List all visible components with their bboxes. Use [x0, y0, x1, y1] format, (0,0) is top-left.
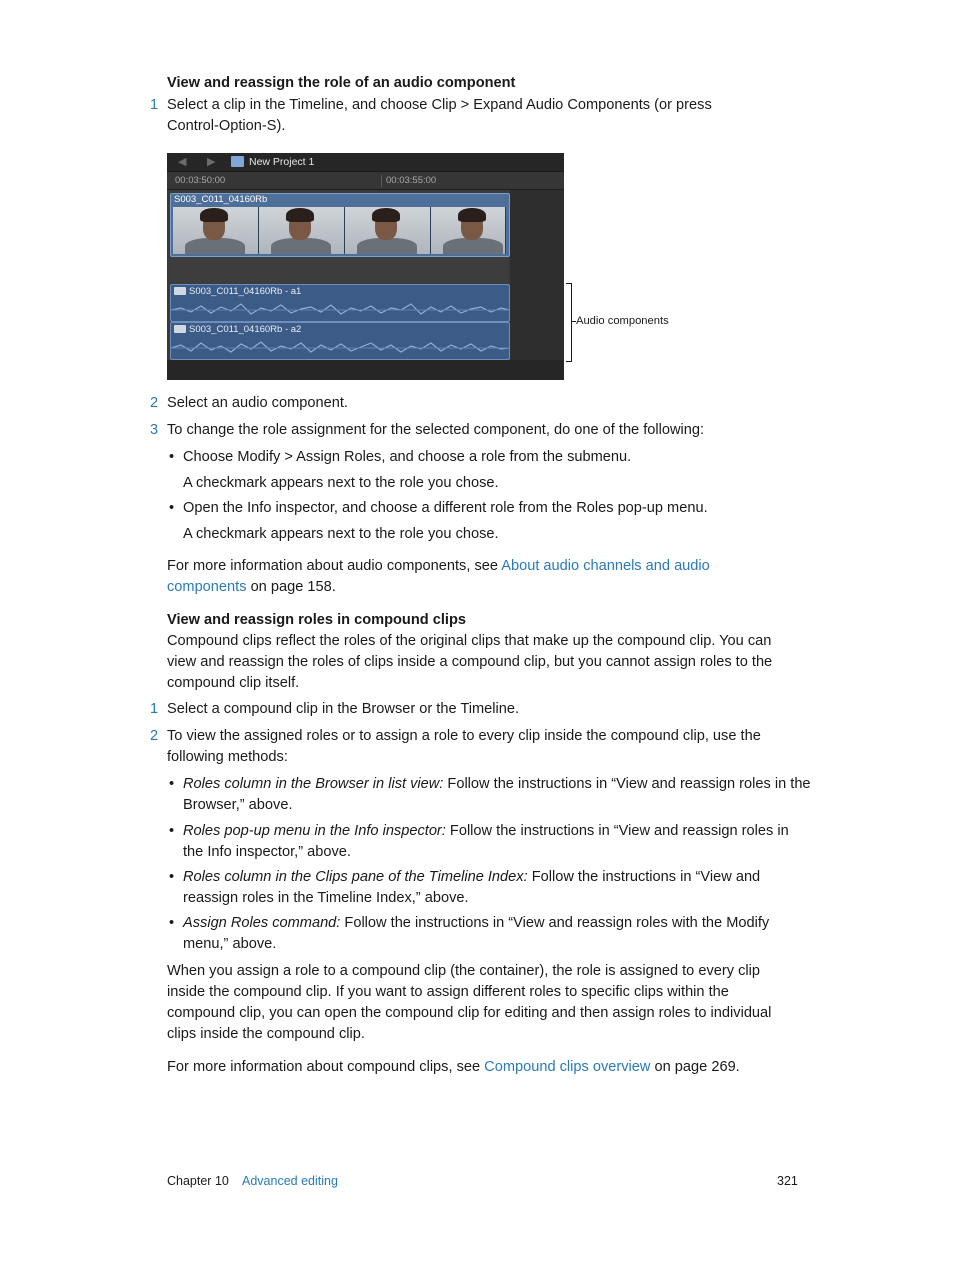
audio-component-name: S003_C011_04160Rb - a1 [189, 286, 302, 297]
callout-bracket [566, 283, 572, 362]
method-item [183, 867, 760, 888]
more-info-paragraph-cont [167, 577, 336, 598]
step-number: 3 [150, 422, 159, 438]
para-line: compound clip, you can open the compound clip for editing and then assign roles to individual [167, 1005, 772, 1021]
clip-name: S003_C011_04160Rb [174, 194, 268, 205]
method-desc-cont: reassign roles in the Timeline Index,” above. [183, 890, 469, 906]
footer-chapter: Chapter 10 [167, 1174, 229, 1188]
bullet-note: A checkmark appears next to the role you chose. [183, 526, 499, 542]
intro-line: compound clip itself. [167, 675, 300, 691]
ruler-tick [381, 175, 382, 187]
bullet: • [169, 449, 175, 465]
step-text-cont: following methods: [167, 749, 288, 765]
audio-component-a2[interactable] [170, 322, 510, 360]
step-text: Select a compound clip in the Browser or the Timeline. [167, 701, 520, 717]
step-number: 1 [150, 97, 159, 113]
method-item [183, 821, 789, 842]
waveform [171, 337, 509, 359]
intro-line: Compound clips reflect the roles of the original clips that make up the compound clip. You can [167, 633, 772, 649]
method-term: Roles pop-up menu in the Info inspector: [183, 823, 446, 839]
project-title: New Project 1 [249, 156, 315, 168]
method-desc: Follow the instructions in “View and reassign roles in [445, 823, 789, 839]
filmstrip-frame [173, 207, 259, 254]
method-item [183, 913, 769, 934]
method-term: Roles column in the Browser in list view: [183, 776, 444, 792]
more-info-page: on page 158. [246, 579, 336, 595]
method-desc: Follow the instructions in “View and reassign roles in the [443, 776, 811, 792]
audio-components-link[interactable]: components [167, 579, 247, 595]
audio-channels-link[interactable]: About audio channels and audio [501, 558, 710, 574]
audio-component-a1[interactable] [170, 284, 510, 322]
step-number: 1 [150, 701, 159, 717]
forward-arrow-icon[interactable]: ▶ [207, 156, 216, 168]
timecode-right: 00:03:55:00 [386, 175, 437, 186]
step-number: 2 [150, 395, 159, 411]
bullet: • [169, 869, 175, 885]
timeline-ruler[interactable] [167, 172, 564, 190]
filmstrip-frame [345, 207, 431, 254]
method-term: Assign Roles command: [183, 915, 341, 931]
method-term: Roles column in the Clips pane of the Timeline Index: [183, 869, 528, 885]
para-line: inside the compound clip. If you want to assign different roles to specific clips within the [167, 984, 729, 1000]
waveform [171, 299, 509, 321]
more-info-paragraph [167, 1057, 740, 1078]
compound-clips-overview-link[interactable]: Compound clips overview [484, 1059, 651, 1075]
more-info-page: on page 269. [650, 1059, 740, 1075]
method-desc: Follow the instructions in “View and [527, 869, 761, 885]
step-number: 2 [150, 728, 159, 744]
bullet: • [169, 915, 175, 931]
intro-line: view and reassign the roles of clips inside a compound clip, but you cannot assign roles to the [167, 654, 773, 670]
timecode-left: 00:03:50:00 [175, 175, 226, 186]
timeline-empty-area [510, 190, 564, 360]
callout-label: Audio components [576, 315, 669, 327]
more-info-text: For more information about audio components, see [167, 558, 502, 574]
clapperboard-icon [231, 156, 244, 167]
section-heading-compound-clips: View and reassign roles in compound clips [167, 612, 466, 628]
method-desc-cont: menu,” above. [183, 936, 277, 952]
filmstrip-frame [259, 207, 345, 254]
clip-audio-gap [170, 257, 508, 283]
timeline-bottom-bar [167, 360, 564, 380]
speaker-icon [174, 287, 186, 295]
method-desc: Follow the instructions in “View and reassign roles with the Modify [340, 915, 770, 931]
bullet-text: Open the Info inspector, and choose a different role from the Roles pop-up menu. [183, 500, 708, 516]
bullet-note: A checkmark appears next to the role you chose. [183, 475, 499, 491]
method-desc-cont: the Info inspector,” above. [183, 844, 351, 860]
step-text: Select a clip in the Timeline, and choose Clip > Expand Audio Components (or press [167, 97, 712, 113]
step-text: Select an audio component. [167, 395, 348, 411]
method-item [183, 774, 811, 795]
bullet: • [169, 500, 175, 516]
audio-component-name: S003_C011_04160Rb - a2 [189, 324, 302, 335]
section-heading-audio-component: View and reassign the role of an audio component [167, 75, 516, 91]
speaker-icon [174, 325, 186, 333]
bullet: • [169, 776, 175, 792]
back-arrow-icon[interactable]: ◀ [178, 156, 187, 168]
footer-chapter-title-link[interactable]: Advanced editing [242, 1174, 338, 1188]
more-info-text: For more information about compound clips, see [167, 1059, 485, 1075]
para-line: clips inside the compound clip. [167, 1026, 365, 1042]
bullet: • [169, 823, 175, 839]
para-line: When you assign a role to a compound clip (the container), the role is assigned to every clip [167, 963, 760, 979]
method-desc-cont: Browser,” above. [183, 797, 293, 813]
video-clip[interactable] [170, 193, 510, 257]
more-info-paragraph [167, 556, 710, 577]
step-text: To view the assigned roles or to assign a role to every clip inside the compound clip, use the [167, 728, 761, 744]
page-number: 321 [777, 1174, 798, 1188]
timeline-screenshot [167, 153, 564, 380]
filmstrip-frame [431, 207, 506, 254]
step-text: To change the role assignment for the selected component, do one of the following: [167, 422, 705, 438]
timeline-titlebar [167, 153, 564, 172]
bullet-text: Choose Modify > Assign Roles, and choose a role from the submenu. [183, 449, 632, 465]
step-text-cont: Control-Option-S). [167, 118, 286, 134]
